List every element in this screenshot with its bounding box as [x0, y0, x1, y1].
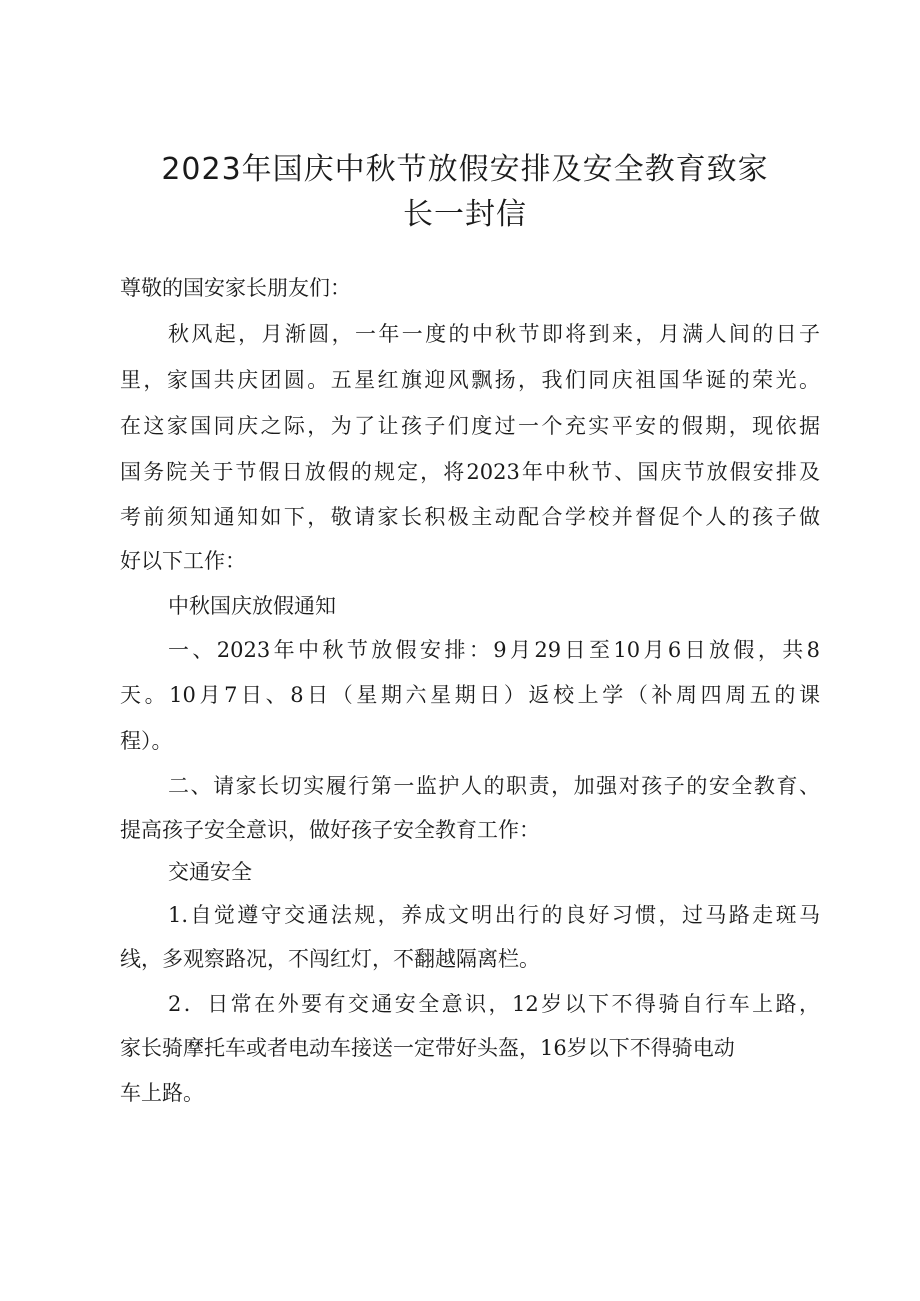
intro-line: 考前须知通知如下，敬请家长积极主动配合学校并督促个人的孩子做	[120, 505, 820, 529]
intro-line: 在这家国同庆之际，为了让孩子们度过一个充实平安的假期，现依据	[120, 414, 820, 438]
traffic2-line: 2．日常在外要有交通安全意识，12岁以下不得骑自行车上路，	[168, 992, 820, 1016]
intro-line: 好以下工作：	[120, 549, 246, 573]
document-title-line-2: 长一封信	[403, 197, 527, 232]
document-title-line-1: 2023年国庆中秋节放假安排及安全教育致家	[161, 152, 769, 187]
traffic1-line: 1.自觉遵守交通法规，养成文明出行的良好习惯，过马路走斑马	[168, 903, 820, 927]
item2-line: 提高孩子安全意识，做好孩子安全教育工作：	[120, 818, 540, 842]
traffic2-line: 家长骑摩托车或者电动车接送一定带好头盔，16岁以下不得骑电动	[120, 1036, 735, 1060]
section-heading: 中秋国庆放假通知	[168, 594, 336, 618]
intro-line: 秋风起，月渐圆，一年一度的中秋节即将到来，月满人间的日子	[168, 322, 820, 346]
intro-line: 里，家国共庆团圆。五星红旗迎风飘扬，我们同庆祖国华诞的荣光。	[120, 368, 820, 392]
item2-line: 二、请家长切实履行第一监护人的职责，加强对孩子的安全教育、	[168, 774, 820, 798]
salutation: 尊敬的国安家长朋友们：	[120, 276, 351, 300]
traffic1-line: 线，多观察路况，不闯红灯，不翻越隔离栏。	[120, 947, 540, 971]
intro-line: 国务院关于节假日放假的规定，将2023年中秋节、国庆节放假安排及	[120, 460, 820, 484]
item1-line: 程）。	[120, 729, 173, 753]
item1-line: 天。10月7日、8日（星期六星期日）返校上学（补周四周五的课	[120, 683, 820, 707]
traffic-heading: 交通安全	[168, 860, 252, 884]
traffic2-line: 车上路。	[120, 1081, 204, 1105]
item1-line: 一、2023年中秋节放假安排：9月29日至10月6日放假，共8	[168, 638, 820, 662]
